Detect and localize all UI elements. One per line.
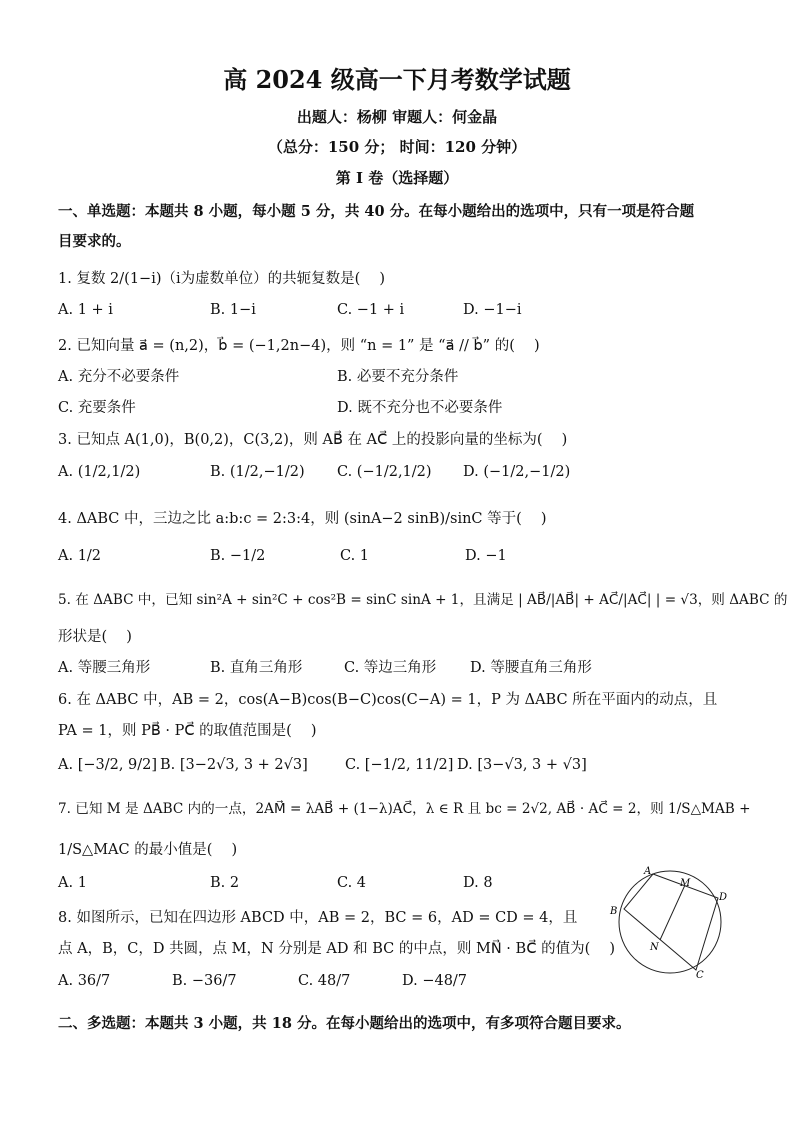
cyclic-quadrilateral-figure <box>600 858 740 983</box>
q4-option-a: A. 1/2 <box>58 548 102 564</box>
q3-stem: 3. 已知点 A(1,0)，B(0,2)，C(3,2)，则 AB⃗ 在 AC⃗ 上的投影向量的坐标为( ) <box>58 432 568 448</box>
segment-mn <box>660 885 685 940</box>
q1-option-a: A. 1 + i <box>58 302 113 318</box>
q6-option-d: D. [3−√3, 3 + √3] <box>457 757 587 773</box>
q3-option-c: C. (−1/2,1/2) <box>337 464 432 480</box>
q5-option-c: C. 等边三角形 <box>344 660 437 676</box>
q1-stem: 1. 复数 2/(1−i)（i为虚数单位）的共轭复数是( ) <box>58 271 386 287</box>
label-d: D <box>719 892 728 903</box>
q7-option-b: B. 2 <box>210 875 240 891</box>
q6-option-a: A. [−3/2, 9/2] <box>58 757 158 773</box>
label-b: B <box>610 906 618 917</box>
q6-stem: 6. 在 ΔABC 中，AB = 2，cos(A−B)cos(B−C)cos(C−A) = 1，P 为 ΔABC 所在平面内的动点，且 <box>58 692 718 708</box>
q2-option-d: D. 既不充分也不必要条件 <box>337 400 503 416</box>
section1-heading-cont: 目要求的。 <box>58 233 131 250</box>
q2-option-c: C. 充要条件 <box>58 400 136 416</box>
q3-option-b: B. (1/2,−1/2) <box>210 464 305 480</box>
q5-option-a: A. 等腰三角形 <box>58 660 151 676</box>
q2-option-a: A. 充分不必要条件 <box>58 369 180 385</box>
q8-option-d: D. −48/7 <box>402 973 468 989</box>
label-c: C <box>696 970 704 981</box>
authors-line: 出题人：杨柳 审题人：何金晶 <box>296 108 498 126</box>
q6-option-b: B. [3−2√3, 3 + 2√3] <box>160 757 308 773</box>
q6-stem-cont: PA = 1，则 PB⃗ · PC⃗ 的取值范围是( ) <box>58 723 317 739</box>
q8-option-b: B. −36/7 <box>172 973 237 989</box>
q7-stem-cont: 1/S△MAC 的最小值是( ) <box>58 842 238 858</box>
label-a: A <box>644 866 652 877</box>
page-title: 高 2024 级高一下月考数学试题 <box>223 65 571 94</box>
label-n: N <box>650 942 659 953</box>
q4-stem: 4. ΔABC 中，三边之比 a:b:c = 2:3:4，则 (sinA−2 sinB)/sinC 等于( ) <box>58 511 547 527</box>
q7-option-a: A. 1 <box>58 875 87 891</box>
q8-option-c: C. 48/7 <box>298 973 351 989</box>
q1-option-b: B. 1−i <box>210 302 256 318</box>
label-m: M <box>680 878 691 889</box>
q6-option-c: C. [−1/2, 11/2] <box>345 757 454 773</box>
volume-heading: 第 I 卷（选择题） <box>335 169 459 187</box>
q5-option-d: D. 等腰直角三角形 <box>470 660 592 676</box>
q5-stem: 5. 在 ΔABC 中，已知 sin²A + sin²C + cos²B = sinC sinA + 1，且满足 | AB⃗/|AB⃗| + AC⃗/|AC⃗| | = √3，则 ΔABC 的 <box>58 592 788 608</box>
q2-stem: 2. 已知向量 a⃗ = (n,2)，b⃗ = (−1,2n−4)，则 “n = 1” 是 “a⃗ // b⃗” 的( ) <box>58 338 540 354</box>
q8-stem: 8. 如图所示，已知在四边形 ABCD 中，AB = 2，BC = 6，AD = CD = 4，且 <box>58 910 578 926</box>
q2-option-b: B. 必要不充分条件 <box>337 369 459 385</box>
q7-stem: 7. 已知 M 是 ΔABC 内的一点，2AM⃗ = λAB⃗ + (1−λ)AC⃗，λ ∈ R 且 bc = 2√2, AB⃗ · AC⃗ = 2，则 1/S△MAB + <box>58 801 751 817</box>
section2-heading: 二、多选题：本题共 3 小题，共 18 分。在每小题给出的选项中，有多项符合题目要求。 <box>58 1015 631 1032</box>
score-time-line: （总分：150 分； 时间：120 分钟） <box>267 138 527 156</box>
q1-option-d: D. −1−i <box>463 302 522 318</box>
q1-option-c: C. −1 + i <box>337 302 405 318</box>
q7-option-c: C. 4 <box>337 875 367 891</box>
q5-option-b: B. 直角三角形 <box>210 660 303 676</box>
q5-stem-cont: 形状是( ) <box>58 629 132 645</box>
q4-option-c: C. 1 <box>340 548 370 564</box>
q7-option-d: D. 8 <box>463 875 493 891</box>
q3-option-d: D. (−1/2,−1/2) <box>463 464 571 480</box>
section1-heading: 一、单选题：本题共 8 小题，每小题 5 分，共 40 分。在每小题给出的选项中，只有一项是符合题 <box>58 203 695 220</box>
q3-option-a: A. (1/2,1/2) <box>58 464 141 480</box>
quadrilateral-abcd <box>624 874 718 970</box>
circumcircle <box>619 871 721 973</box>
q8-option-a: A. 36/7 <box>58 973 111 989</box>
q4-option-d: D. −1 <box>465 548 507 564</box>
q8-stem-cont: 点 A，B，C，D 共圆，点 M，N 分别是 AD 和 BC 的中点，则 MN⃗ · BC⃗ 的值为( ) <box>58 941 616 957</box>
q4-option-b: B. −1/2 <box>210 548 266 564</box>
